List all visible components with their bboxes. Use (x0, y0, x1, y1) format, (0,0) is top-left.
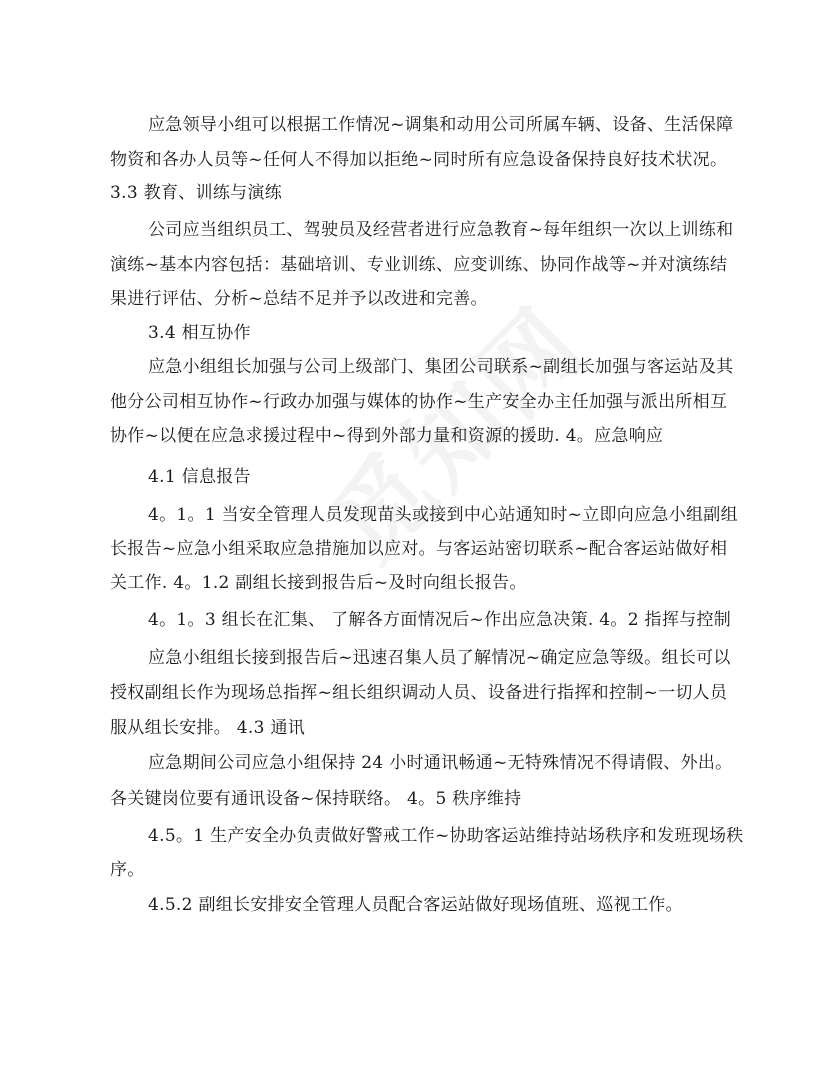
paragraph-line: 公司应当组织员工、驾驶员及经营者进行应急教育~每年组织一次以上训练和 (148, 220, 734, 240)
paragraph-line: 果进行评估、分析~总结不足并予以改进和完善。 (110, 289, 488, 309)
paragraph-line: 4.5。1 生产安全办负责做好警戒工作~协助客运站维持站场秩序和发班现场秩 (148, 826, 744, 846)
paragraph-line: 他分公司相互协作~行政办加强与媒体的协作~生产安全办主任加强与派出所相互 (110, 392, 728, 412)
paragraph-line: 4。1。1 当安全管理人员发现苗头或接到中心站通知时~立即向应急小组副组 (148, 505, 738, 525)
paragraph-line: 各关键岗位要有通讯设备~保持联络。 4。5 秩序维持 (110, 789, 522, 809)
section-heading: 3.3 教育、训练与演练 (110, 183, 283, 203)
paragraph-line: 关工作. 4。1.2 副组长接到报告后~及时向组长报告。 (110, 573, 527, 593)
paragraph-line: 服从组长安排。 4.3 通讯 (110, 718, 306, 738)
paragraph-line: 授权副组长作为现场总指挥~组长组织调动人员、设备进行指挥和控制~一切人员 (110, 683, 728, 703)
paragraph-line: 应急小组组长接到报告后~迅速召集人员了解情况~确定应急等级。组长可以 (148, 648, 731, 668)
paragraph-line: 演练~基本内容包括：基础培训、专业训练、应变训练、协同作战等~并对演练结 (110, 255, 728, 275)
section-heading: 3.4 相互协作 (148, 323, 251, 343)
paragraph-line: 序。 (110, 860, 145, 880)
paragraph-line: 物资和各办人员等~任何人不得加以拒绝~同时所有应急设备保持良好技术状况。 (110, 150, 728, 170)
paragraph-line: 应急领导小组可以根据工作情况~调集和动用公司所属车辆、设备、生活保障 (148, 115, 734, 135)
paragraph-line: 长报告~应急小组采取应急措施加以应对。与客运站密切联系~配合客运站做好相 (110, 539, 728, 559)
paragraph-line: 4.5.2 副组长安排安全管理人员配合客运站做好现场值班、巡视工作。 (148, 895, 683, 915)
paragraph-line: 协作~以便在应急求援过程中~得到外部力量和资源的援助. 4。应急响应 (110, 426, 664, 446)
section-heading: 4.1 信息报告 (148, 467, 251, 487)
paragraph-line: 4。1。3 组长在汇集、 了解各方面情况后~作出应急决策. 4。2 指挥与控制 (148, 610, 732, 630)
paragraph-line: 应急期间公司应急小组保持 24 小时通讯畅通~无特殊情况不得请假、外出。 (148, 753, 733, 773)
paragraph-line: 应急小组组长加强与公司上级部门、集团公司联系~副组长加强与客运站及其 (148, 357, 734, 377)
